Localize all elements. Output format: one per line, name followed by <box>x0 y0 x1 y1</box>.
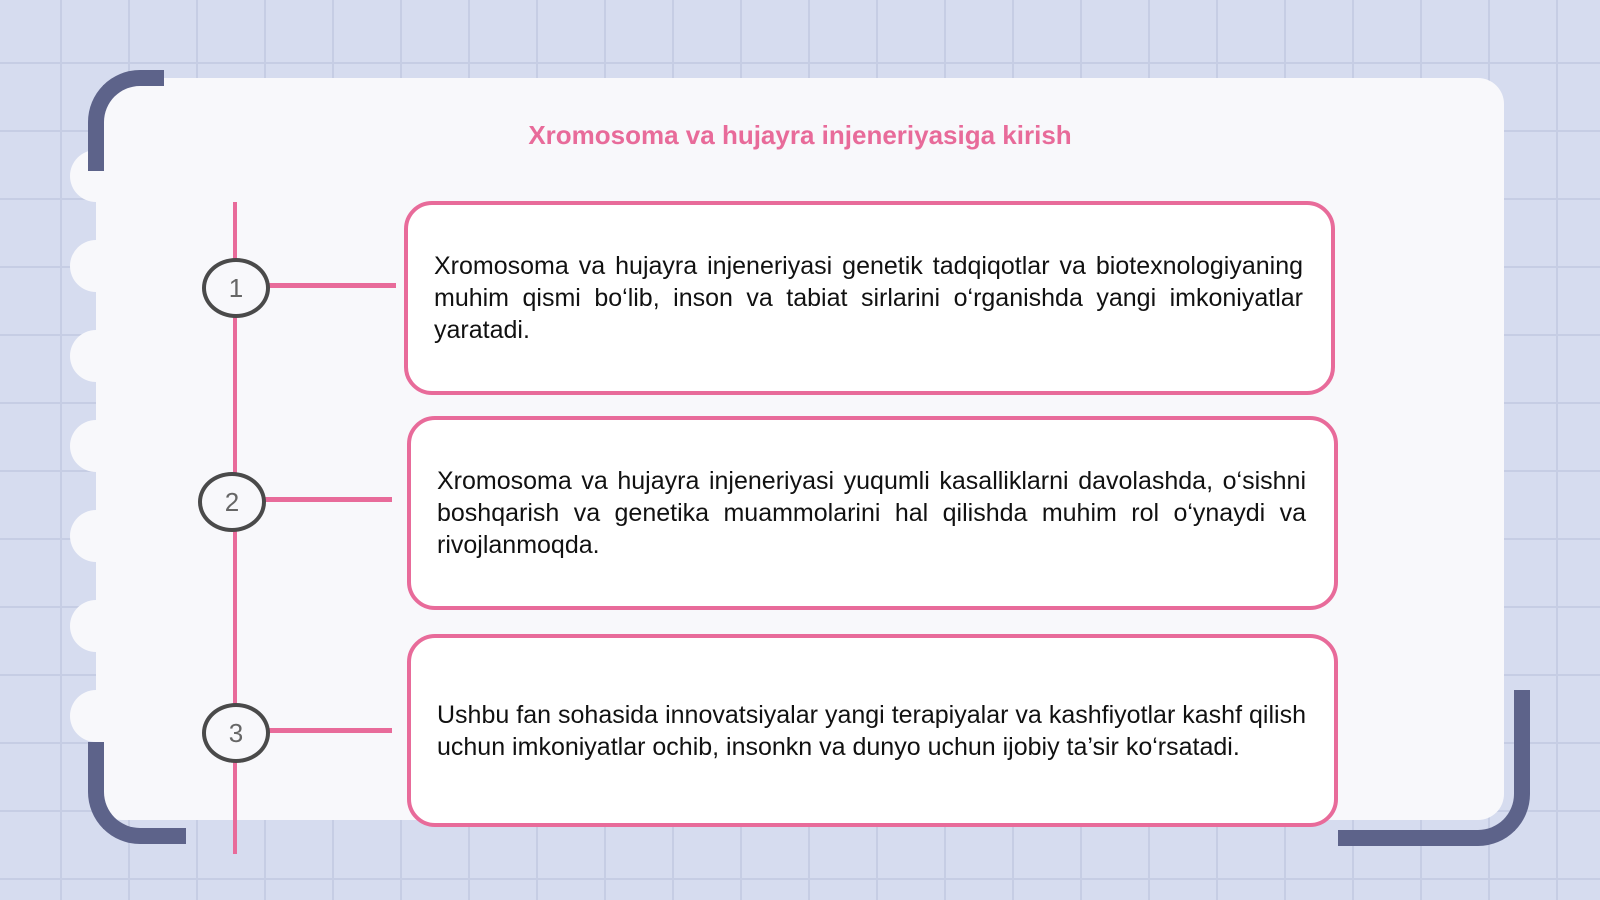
corner-bracket-bottom-right <box>1338 690 1530 846</box>
card-scallop <box>70 330 126 382</box>
content-box <box>404 201 1335 395</box>
content-text: Xromosoma va hujayra injeneriyasi genetik tadqiqotlar va biotexnologiyaning muhim qismi bo‘lib, inson va tabiat sirlarini o‘rganishda yangi imkoniyatlar yaratadi. <box>434 252 1303 344</box>
card-scallop <box>70 420 126 472</box>
content-text: Xromosoma va hujayra injeneriyasi yuqumli kasalliklarni davolashda, o‘sishni boshqarish va genetika muammolarini hal qilishda muhim rol o‘ynaydi va rivojlanmoqda. <box>437 467 1306 559</box>
card-scallop <box>70 240 126 292</box>
step-number-badge: 3 <box>202 703 270 763</box>
content-box <box>407 634 1338 827</box>
corner-bracket-bottom-left <box>88 742 186 844</box>
card-scallop <box>70 510 126 562</box>
corner-bracket-top-left <box>88 70 164 171</box>
step-number-badge: 1 <box>202 258 270 318</box>
content-text: Ushbu fan sohasida innovatsiyalar yangi terapiyalar va kashfiyotlar kashf qilish uchun imkoniyatlar ochib, insonkn va dunyo uchun ijobiy ta’sir ko‘rsatadi. <box>437 700 1306 761</box>
timeline-connector <box>266 283 396 288</box>
card-scallop <box>70 690 126 742</box>
step-number-badge: 2 <box>198 472 266 532</box>
slide-title: Xromosoma va hujayra injeneriyasiga kirish <box>528 120 1072 150</box>
timeline-connector <box>266 728 392 733</box>
card-scallop <box>70 600 126 652</box>
timeline-connector <box>262 497 392 502</box>
content-box <box>407 416 1338 610</box>
